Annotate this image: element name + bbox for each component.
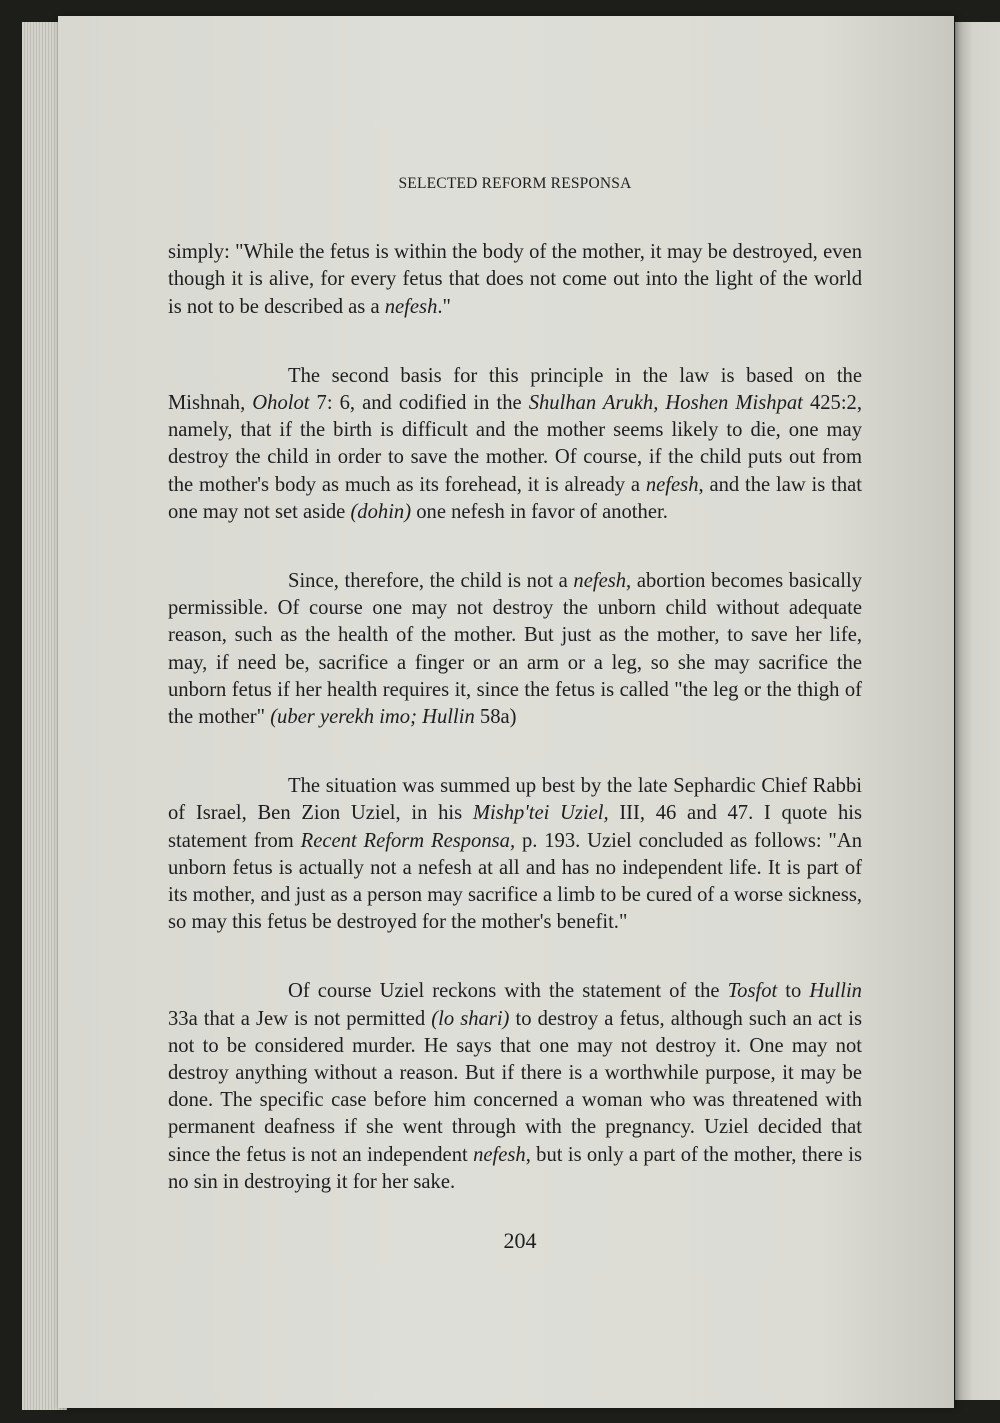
text-run: ."	[437, 295, 451, 318]
paragraph-4	[168, 773, 862, 936]
text-run: , abortion becomes basically permissible. Of course one may not destroy the unborn child without adequate reason, such as the health of the mother. But just as the mother, to save her life, may, if need be, sacrifice a finger or an arm or a leg, so she may sacrifice the unborn fetus if her health requires it, since the fetus is called "the leg or the thigh of the mother"	[168, 570, 862, 729]
text-run: , and the law is that one may not set aside	[168, 473, 862, 523]
text-run: 425:2, namely, that if the birth is difficult and the mother seems likely to die, one may destroy the child in order to save the mother. Of course, if the child puts out from the mother's body as much as its forehead, it is already a	[168, 392, 862, 496]
italic-text-run: Oholot	[252, 392, 310, 415]
italic-text-run: Recent Reform Responsa,	[300, 829, 516, 852]
italic-text-run: Tosfot	[727, 980, 778, 1003]
paragraph-1	[168, 239, 862, 321]
italic-text-run: (uber yerekh imo; Hullin	[270, 706, 475, 729]
text-run: 33a that a Jew is not permitted	[168, 1007, 432, 1030]
italic-text-run: (lo shari)	[431, 1007, 510, 1030]
text-run: , but is only a part of the mother, there is no sin in destroying it for her sake.	[168, 1143, 862, 1193]
italic-text-run: nefesh	[573, 570, 627, 593]
text-run: one nefesh in favor of another.	[411, 500, 668, 523]
italic-text-run: Shulhan Arukh, Hoshen Mishpat	[528, 392, 803, 415]
text-run: to destroy a fetus, although such an act is not to be considered murder. He says that one may not destroy it. One may not destroy anything without a reason. But if there is a worthwhile purpose, it may be done. The specific case before him concerned a woman who was threatened with permanent deafness if she went through with the pregnancy. Uziel decided that since the fetus is not an independent	[168, 1007, 862, 1166]
text-run: simply: "While the fetus is within the body of the mother, it may be destroyed, even though it is alive, for every fetus that does not come out into the light of the world is not to be described as a	[168, 241, 862, 318]
text-run: The second basis for this principle in the law is based on the Mishnah,	[168, 364, 862, 415]
italic-text-run: nefesh	[473, 1143, 526, 1166]
facing-page-edge	[955, 22, 1000, 1400]
text-run: Of course Uziel reckons with the statement of the	[288, 980, 728, 1003]
running-head: SELECTED REFORM RESPONSA	[398, 175, 632, 192]
italic-text-run: Hullin	[809, 980, 862, 1003]
text-run: 58a)	[474, 706, 517, 729]
paragraph-3	[168, 568, 862, 731]
page-number: 204	[503, 1228, 537, 1253]
italic-text-run: nefesh	[384, 295, 438, 318]
text-block	[168, 170, 862, 1238]
text-run: p. 193. Uziel concluded as follows: "An unborn fetus is actually not a nefesh at all and has no independent life. It is part of its mother, and just as a person may sacrifice a limb to be cured of a worse sickness, so may this fetus be destroyed for the mother's benefit."	[168, 829, 862, 934]
italic-text-run: nefesh	[645, 473, 699, 496]
paragraph-5	[168, 978, 862, 1196]
paragraph-2	[168, 363, 862, 526]
text-run: 7: 6, and codified in the	[309, 392, 529, 415]
text-run: to	[777, 980, 810, 1003]
text-run: Since, therefore, the child is not a	[288, 570, 574, 593]
italic-text-run: Mishp'tei Uziel,	[472, 802, 609, 825]
italic-text-run: (dohin)	[350, 500, 412, 523]
text-run: The situation was summed up best by the late Sephardic Chief Rabbi of Israel, Ben Zion Uziel, in his	[168, 775, 862, 825]
text-run: III, 46 and 47. I quote his statement from	[168, 802, 862, 852]
